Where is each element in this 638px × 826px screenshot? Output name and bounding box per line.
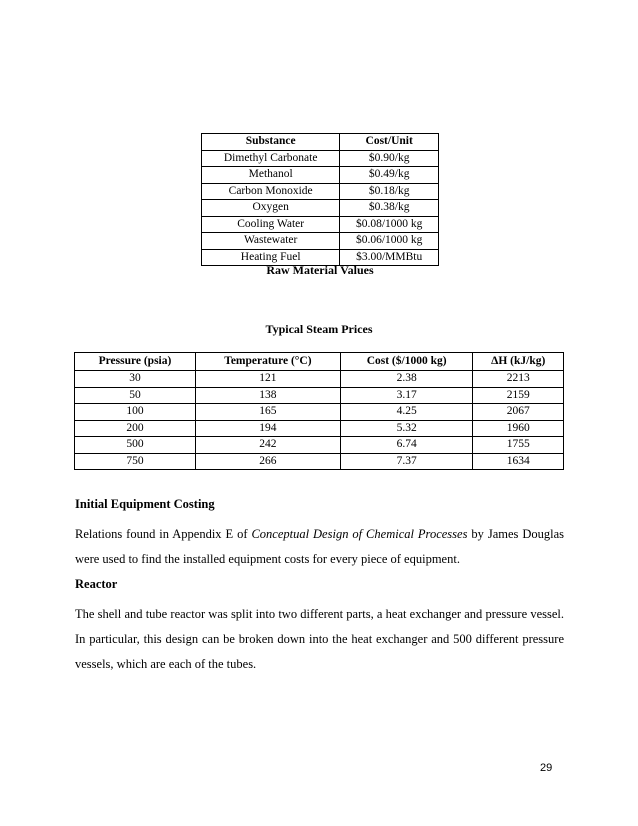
cell-temperature: 242 <box>195 437 340 454</box>
cell-substance: Heating Fuel <box>202 249 340 266</box>
paragraph-costing <box>75 522 564 572</box>
table-row <box>75 404 564 421</box>
table-row <box>202 183 439 200</box>
cell-enthalpy: 1755 <box>473 437 564 454</box>
table-row <box>75 371 564 388</box>
paragraph-reactor: The shell and tube reactor was split into two different parts, a heat exchanger and pressure vessel. In particular, this design can be broken down into the heat exchanger and 500 different pressure vessels, which are each of the tubes. <box>75 607 564 671</box>
cell-cost: 6.74 <box>340 437 473 454</box>
table-row <box>75 387 564 404</box>
cell-temperature: 194 <box>195 420 340 437</box>
header-cost: Cost ($/1000 kg) <box>340 353 473 371</box>
cell-substance: Wastewater <box>202 233 340 250</box>
cell-substance: Methanol <box>202 167 340 184</box>
cell-cost: 7.37 <box>340 453 473 470</box>
cell-cost: $3.00/MMBtu <box>340 249 439 266</box>
cell-cost: $0.06/1000 kg <box>340 233 439 250</box>
table-row <box>202 200 439 217</box>
table-row <box>202 167 439 184</box>
table-row <box>202 150 439 167</box>
cell-cost: 5.32 <box>340 420 473 437</box>
section-heading-reactor: Reactor <box>75 577 118 591</box>
table-row <box>202 233 439 250</box>
cell-cost: 4.25 <box>340 404 473 421</box>
table-header-row <box>75 353 564 371</box>
cell-substance: Oxygen <box>202 200 340 217</box>
header-enthalpy: ΔH (kJ/kg) <box>473 353 564 371</box>
cell-enthalpy: 2159 <box>473 387 564 404</box>
cell-substance: Cooling Water <box>202 216 340 233</box>
table-row <box>75 437 564 454</box>
cell-cost: $0.38/kg <box>340 200 439 217</box>
table-row <box>75 420 564 437</box>
cell-enthalpy: 1960 <box>473 420 564 437</box>
cell-cost: $0.49/kg <box>340 167 439 184</box>
cell-temperature: 138 <box>195 387 340 404</box>
header-substance: Substance <box>202 134 340 151</box>
cell-cost: $0.18/kg <box>340 183 439 200</box>
table-row <box>202 216 439 233</box>
cell-enthalpy: 2213 <box>473 371 564 388</box>
cell-temperature: 266 <box>195 453 340 470</box>
raw-material-caption: Raw Material Values <box>266 263 374 277</box>
table-header-row <box>202 134 439 151</box>
header-cost-unit: Cost/Unit <box>340 134 439 151</box>
book-title: Conceptual Design of Chemical Processes <box>251 527 468 541</box>
cell-cost: 2.38 <box>340 371 473 388</box>
header-temperature: Temperature (°C) <box>195 353 340 371</box>
header-pressure: Pressure (psia) <box>75 353 196 371</box>
steam-table-title: Typical Steam Prices <box>265 322 373 336</box>
raw-material-table <box>201 133 439 266</box>
cell-pressure: 750 <box>75 453 196 470</box>
section-heading-costing: Initial Equipment Costing <box>75 497 215 511</box>
cell-pressure: 200 <box>75 420 196 437</box>
cell-pressure: 500 <box>75 437 196 454</box>
table-row <box>75 453 564 470</box>
cell-cost: 3.17 <box>340 387 473 404</box>
cell-enthalpy: 2067 <box>473 404 564 421</box>
cell-cost: $0.90/kg <box>340 150 439 167</box>
steam-price-table <box>74 352 564 470</box>
page-number: 29 <box>540 762 553 774</box>
cell-pressure: 30 <box>75 371 196 388</box>
cell-cost: $0.08/1000 kg <box>340 216 439 233</box>
cell-temperature: 121 <box>195 371 340 388</box>
cell-pressure: 100 <box>75 404 196 421</box>
cell-substance: Carbon Monoxide <box>202 183 340 200</box>
paragraph-costing-end: by James Douglas were used to find the installed equipment costs for every piece of equipment. <box>75 527 564 566</box>
cell-pressure: 50 <box>75 387 196 404</box>
cell-enthalpy: 1634 <box>473 453 564 470</box>
paragraph-costing-start: Relations found in Appendix E of <box>75 527 252 541</box>
cell-temperature: 165 <box>195 404 340 421</box>
cell-substance: Dimethyl Carbonate <box>202 150 340 167</box>
